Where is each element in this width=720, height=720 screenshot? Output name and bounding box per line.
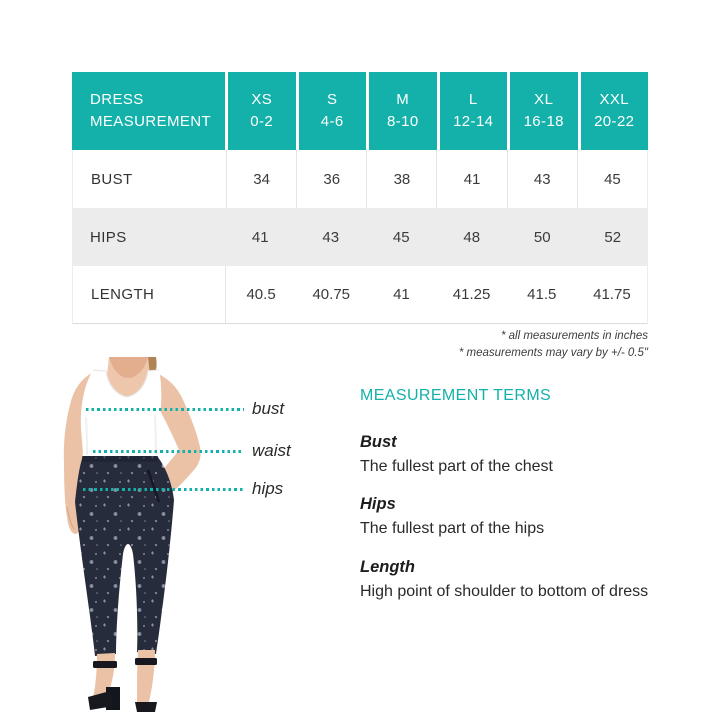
size-code: XL (534, 90, 554, 108)
table-row-bust (72, 150, 648, 208)
hips-label: hips (252, 479, 284, 498)
bust-measure-line (86, 408, 244, 411)
table-cell: 45 (577, 150, 647, 208)
footnote-variance: * measurements may vary by +/- 0.5" (458, 346, 648, 359)
model-illustration (52, 357, 227, 717)
header-col-xs (225, 72, 296, 150)
size-code: XS (251, 90, 273, 108)
size-range: 12-14 (453, 113, 494, 130)
term-length (360, 558, 660, 602)
row-label-hips: HIPS (90, 228, 127, 246)
hips-measure-line (83, 488, 244, 491)
measurement-terms-section (360, 387, 660, 602)
size-range: 4-6 (320, 113, 344, 130)
table-cell: 50 (533, 228, 551, 246)
waistband (82, 456, 158, 462)
term-hips (360, 495, 660, 539)
header-col-l (437, 72, 508, 150)
waist-label: waist (252, 441, 291, 460)
table-cell: 34 (226, 150, 296, 208)
size-code: L (468, 90, 478, 108)
table-cell: 41 (393, 286, 410, 303)
term-name: Bust (360, 433, 397, 451)
term-definition: The fullest part of the chest (360, 457, 553, 475)
size-table-header-row (72, 72, 648, 150)
header-col-m (366, 72, 437, 150)
table-cell: 41.5 (527, 286, 557, 303)
footnote-inches: * all measurements in inches (500, 330, 648, 342)
term-bust (360, 433, 660, 477)
table-cell: 41.25 (452, 286, 491, 303)
size-range: 0-2 (250, 113, 274, 130)
table-cell: 40.75 (312, 286, 351, 303)
size-code: S (327, 90, 338, 108)
table-cell: 48 (463, 228, 481, 246)
table-cell: 45 (392, 228, 410, 246)
size-code: M (396, 90, 410, 108)
table-row-hips (72, 208, 648, 266)
size-code: XXL (599, 90, 630, 108)
table-cell: 43 (507, 150, 577, 208)
size-range: 16-18 (523, 113, 564, 130)
header-label-line2: MEASUREMENT (90, 113, 212, 130)
row-label-length: LENGTH (73, 266, 226, 323)
row-label-bust: BUST (91, 170, 133, 188)
header-label-line1: DRESS (90, 90, 144, 108)
table-cell: 52 (604, 228, 622, 246)
size-table (72, 72, 648, 324)
header-col-s (296, 72, 367, 150)
table-row-length (72, 266, 648, 324)
table-cell: 43 (322, 228, 340, 246)
header-col-xl (507, 72, 578, 150)
pants (75, 456, 174, 656)
table-cell: 41 (436, 150, 506, 208)
size-range: 20-22 (594, 113, 635, 130)
bust-label: bust (252, 399, 285, 418)
term-name: Length (360, 557, 415, 576)
term-name: Hips (360, 495, 396, 514)
table-cell: 40.5 (246, 286, 276, 303)
footnotes (459, 328, 648, 361)
terms-title: MEASUREMENT TERMS (360, 387, 552, 404)
table-cell: 41 (251, 228, 269, 246)
table-cell: 36 (296, 150, 366, 208)
waist-measure-line (93, 450, 244, 453)
model-photo (52, 357, 227, 717)
header-col-xxl (578, 72, 649, 150)
table-cell: 38 (366, 150, 436, 208)
term-definition: The fullest part of the hips (360, 520, 545, 538)
table-cell: 41.75 (593, 286, 631, 303)
term-definition: High point of shoulder to bottom of dress (360, 582, 649, 600)
size-range: 8-10 (386, 113, 419, 130)
header-dress-measurement (72, 72, 225, 150)
